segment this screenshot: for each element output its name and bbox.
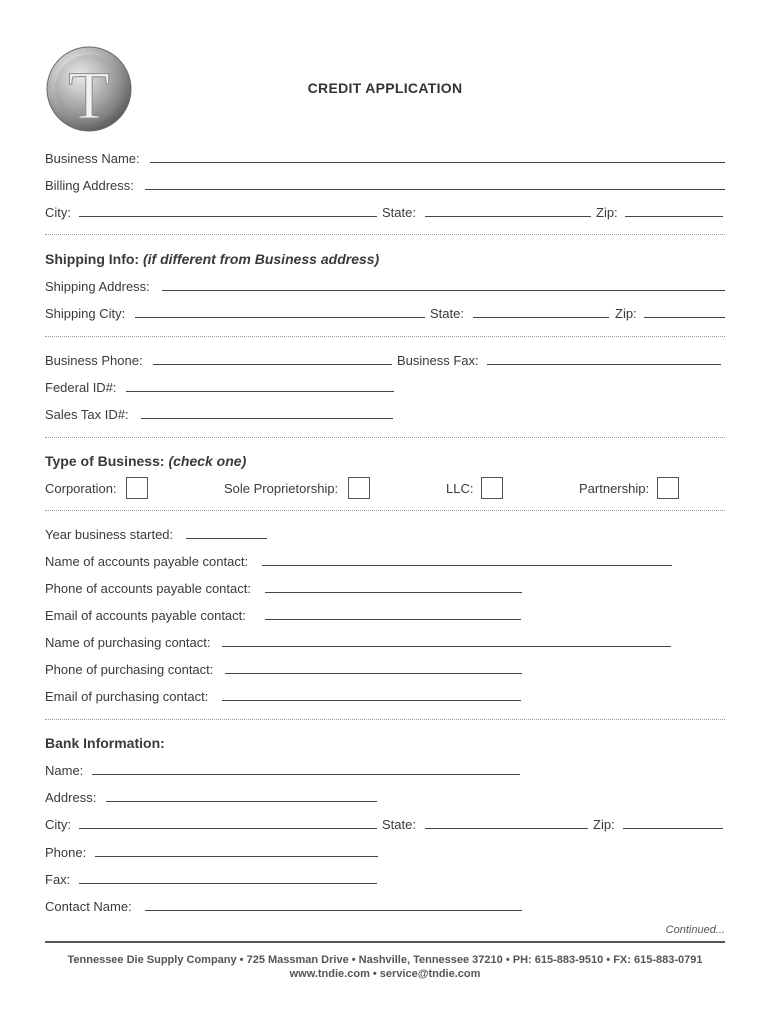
section-divider — [45, 510, 725, 511]
partnership-label: Partnership: — [579, 481, 650, 496]
shipping-zip-label: Zip: — [615, 306, 637, 321]
business-fax-field[interactable] — [487, 364, 721, 365]
footer-web: www.tndie.com • service@tndie.com — [289, 968, 481, 980]
bank-address-label: Address: — [45, 790, 97, 805]
bank-fax-field[interactable] — [79, 883, 377, 884]
bank-state-field[interactable] — [425, 828, 588, 829]
ap-contact-email-label: Email of accounts payable contact: — [45, 608, 246, 623]
partnership-checkbox[interactable] — [657, 477, 679, 499]
bank-state-label: State: — [382, 817, 416, 832]
bank-city-label: City: — [45, 817, 71, 832]
bank-phone-label: Phone: — [45, 845, 87, 860]
shipping-address-field[interactable] — [162, 290, 725, 291]
city-field[interactable] — [79, 216, 377, 217]
bank-contact-field[interactable] — [145, 910, 522, 911]
bank-city-field[interactable] — [79, 828, 377, 829]
sales-tax-id-field[interactable] — [141, 418, 393, 419]
business-fax-label: Business Fax: — [397, 353, 479, 368]
section-divider — [45, 336, 725, 337]
ap-contact-name-field[interactable] — [262, 565, 672, 566]
bank-name-label: Name: — [45, 763, 84, 778]
business-phone-label: Business Phone: — [45, 353, 143, 368]
year-started-field[interactable] — [186, 538, 267, 539]
bank-phone-field[interactable] — [95, 856, 378, 857]
federal-id-label: Federal ID#: — [45, 380, 117, 395]
bank-heading: Bank Information: — [45, 735, 165, 751]
bank-address-field[interactable] — [106, 801, 377, 802]
business-phone-field[interactable] — [153, 364, 392, 365]
ap-contact-email-field[interactable] — [265, 619, 521, 620]
page-title: CREDIT APPLICATION — [307, 80, 463, 96]
section-divider — [45, 719, 725, 720]
state-field[interactable] — [425, 216, 591, 217]
zip-field[interactable] — [625, 216, 723, 217]
business-type-heading: Type of Business: (check one) — [45, 453, 247, 469]
purchasing-email-label: Email of purchasing contact: — [45, 689, 209, 704]
shipping-city-field[interactable] — [135, 317, 425, 318]
billing-address-field[interactable] — [145, 189, 725, 190]
ap-contact-phone-field[interactable] — [265, 592, 522, 593]
bank-zip-label: Zip: — [593, 817, 615, 832]
shipping-zip-field[interactable] — [644, 317, 725, 318]
purchasing-email-field[interactable] — [222, 700, 521, 701]
footer-address: Tennessee Die Supply Company • 725 Massman Drive • Nashville, Tennessee 37210 • PH: 615-883-9510 • FX: 615-883-0791 — [67, 954, 703, 966]
section-divider — [45, 437, 725, 438]
shipping-city-label: Shipping City: — [45, 306, 126, 321]
shipping-address-label: Shipping Address: — [45, 279, 150, 294]
shipping-state-field[interactable] — [473, 317, 609, 318]
purchasing-name-label: Name of purchasing contact: — [45, 635, 211, 650]
purchasing-phone-label: Phone of purchasing contact: — [45, 662, 214, 677]
bank-zip-field[interactable] — [623, 828, 723, 829]
bank-name-field[interactable] — [92, 774, 520, 775]
continued-note: Continued... — [665, 924, 725, 936]
shipping-state-label: State: — [430, 306, 464, 321]
sole-proprietorship-label: Sole Proprietorship: — [224, 481, 339, 496]
purchasing-phone-field[interactable] — [225, 673, 522, 674]
section-divider — [45, 234, 725, 235]
federal-id-field[interactable] — [126, 391, 394, 392]
zip-label: Zip: — [596, 205, 618, 220]
llc-label: LLC: — [446, 481, 474, 496]
business-name-field[interactable] — [150, 162, 725, 163]
business-name-label: Business Name: — [45, 151, 140, 166]
sales-tax-id-label: Sales Tax ID#: — [45, 407, 129, 422]
billing-address-label: Billing Address: — [45, 178, 134, 193]
ap-contact-phone-label: Phone of accounts payable contact: — [45, 581, 251, 596]
year-started-label: Year business started: — [45, 527, 174, 542]
ap-contact-name-label: Name of accounts payable contact: — [45, 554, 249, 569]
corporation-checkbox[interactable] — [126, 477, 148, 499]
bank-contact-label: Contact Name: — [45, 899, 132, 914]
sole-proprietorship-checkbox[interactable] — [348, 477, 370, 499]
logo-letter: T — [68, 57, 110, 132]
purchasing-name-field[interactable] — [222, 646, 671, 647]
footer-divider — [45, 941, 725, 943]
bank-fax-label: Fax: — [45, 872, 71, 887]
shipping-heading: Shipping Info: (if different from Business address) — [45, 251, 380, 267]
state-label: State: — [382, 205, 416, 220]
llc-checkbox[interactable] — [481, 477, 503, 499]
corporation-label: Corporation: — [45, 481, 117, 496]
city-label: City: — [45, 205, 71, 220]
